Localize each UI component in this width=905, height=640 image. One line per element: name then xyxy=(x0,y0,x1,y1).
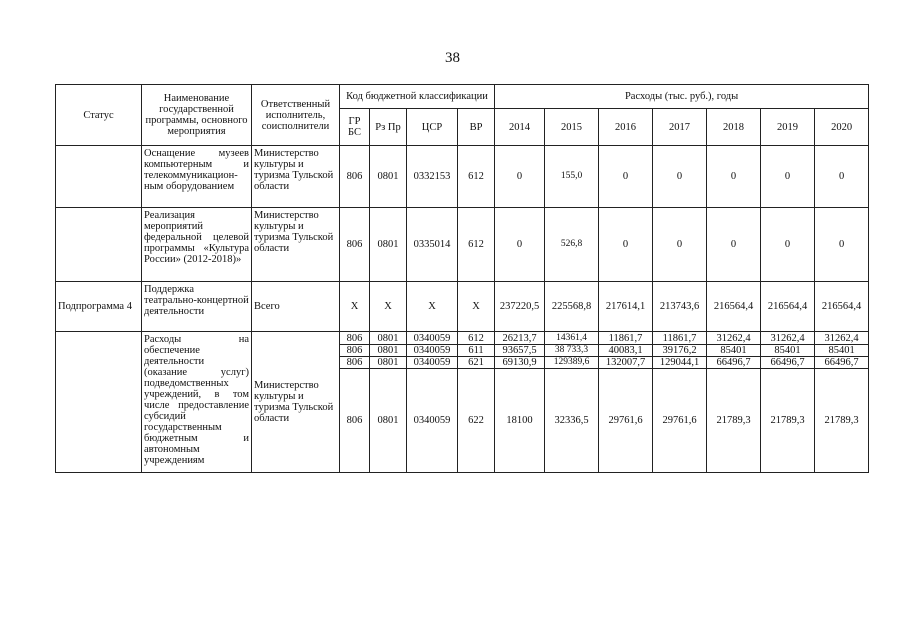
row-value: 31262,4 xyxy=(761,332,815,345)
header-year: 2020 xyxy=(815,109,869,146)
row-value: 132007,7 xyxy=(599,357,653,369)
row-value: 216564,4 xyxy=(707,282,761,332)
table-row xyxy=(56,146,869,208)
header-program-name: Наименование государственной программы, основного мероприятия xyxy=(142,85,252,146)
row-value: 66496,7 xyxy=(815,357,869,369)
row-rzpr: 0801 xyxy=(370,146,407,208)
row-csr: 0340059 xyxy=(407,332,458,345)
row-csr: 0340059 xyxy=(407,369,458,473)
row-value: 26213,7 xyxy=(495,332,545,345)
row-name: Поддержка театрально-концертной деятельности xyxy=(142,282,252,332)
row-value: 0 xyxy=(653,146,707,208)
row-value: 0 xyxy=(599,208,653,282)
row-value: 526,8 xyxy=(545,208,599,282)
row-value: 32336,5 xyxy=(545,369,599,473)
row-value: 0 xyxy=(707,146,761,208)
row-csr: X xyxy=(407,282,458,332)
row-rzpr: 0801 xyxy=(370,369,407,473)
group-name: Расходы на обеспечение деятельности (оказание услуг) подведомственных учреждений, в том числе предоставление субсидий государственным бюджетным и автономным учреждениям xyxy=(142,332,252,473)
row-csr: 0335014 xyxy=(407,208,458,282)
row-rzpr: 0801 xyxy=(370,345,407,357)
row-rzpr: 0801 xyxy=(370,357,407,369)
row-value: 66496,7 xyxy=(761,357,815,369)
row-value: 38 733,3 xyxy=(545,345,599,357)
row-value: 93657,5 xyxy=(495,345,545,357)
row-grbs: 806 xyxy=(340,332,370,345)
row-value: 213743,6 xyxy=(653,282,707,332)
row-value: 31262,4 xyxy=(707,332,761,345)
header-year: 2019 xyxy=(761,109,815,146)
row-value: 40083,1 xyxy=(599,345,653,357)
header-rzpr: Рз Пр xyxy=(370,109,407,146)
row-value: 155,0 xyxy=(545,146,599,208)
row-grbs: 806 xyxy=(340,357,370,369)
group-executor: Министерство культуры и туризма Тульской области xyxy=(252,332,340,473)
row-vr: 611 xyxy=(458,345,495,357)
row-value: 39176,2 xyxy=(653,345,707,357)
row-status xyxy=(56,208,142,282)
row-value: 69130,9 xyxy=(495,357,545,369)
row-rzpr: 0801 xyxy=(370,332,407,345)
header-year: 2018 xyxy=(707,109,761,146)
budget-table xyxy=(55,84,869,473)
row-value: 0 xyxy=(495,208,545,282)
row-value: 0 xyxy=(653,208,707,282)
row-value: 216564,4 xyxy=(815,282,869,332)
row-value: 66496,7 xyxy=(707,357,761,369)
row-value: 85401 xyxy=(707,345,761,357)
header-status: Статус xyxy=(56,85,142,146)
row-value: 0 xyxy=(815,208,869,282)
table-row xyxy=(56,282,869,332)
row-value: 0 xyxy=(495,146,545,208)
row-value: 0 xyxy=(707,208,761,282)
header-year: 2015 xyxy=(545,109,599,146)
row-csr: 0340059 xyxy=(407,357,458,369)
row-value: 11861,7 xyxy=(653,332,707,345)
row-vr: 612 xyxy=(458,332,495,345)
row-name: Оснащение музеев компьютерным и телекоммуникацион-ным оборудованием xyxy=(142,146,252,208)
row-value: 85401 xyxy=(761,345,815,357)
header-year: 2014 xyxy=(495,109,545,146)
row-value: 0 xyxy=(815,146,869,208)
row-vr: 612 xyxy=(458,146,495,208)
row-executor: Министерство культуры и туризма Тульской области xyxy=(252,146,340,208)
table-row xyxy=(56,208,869,282)
row-vr: 612 xyxy=(458,208,495,282)
row-rzpr: X xyxy=(370,282,407,332)
row-status: Подпрограмма 4 xyxy=(56,282,142,332)
row-grbs: 806 xyxy=(340,369,370,473)
header-executor: Ответственный исполнитель, соисполнители xyxy=(252,85,340,146)
row-value: 0 xyxy=(761,208,815,282)
row-vr: 622 xyxy=(458,369,495,473)
row-name: Реализация мероприятий федеральной целевой программы «Культура России» (2012-2018)» xyxy=(142,208,252,282)
group-status xyxy=(56,332,142,473)
row-value: 217614,1 xyxy=(599,282,653,332)
header-csr: ЦСР xyxy=(407,109,458,146)
header-expenses: Расходы (тыс. руб.), годы xyxy=(495,85,869,109)
row-value: 11861,7 xyxy=(599,332,653,345)
header-year: 2017 xyxy=(653,109,707,146)
page-number: 38 xyxy=(445,50,460,66)
row-value: 237220,5 xyxy=(495,282,545,332)
row-value: 31262,4 xyxy=(815,332,869,345)
row-value: 129044,1 xyxy=(653,357,707,369)
row-executor: Всего xyxy=(252,282,340,332)
row-vr: 621 xyxy=(458,357,495,369)
row-value: 225568,8 xyxy=(545,282,599,332)
row-value: 21789,3 xyxy=(761,369,815,473)
header-year: 2016 xyxy=(599,109,653,146)
row-value: 216564,4 xyxy=(761,282,815,332)
row-grbs: 806 xyxy=(340,146,370,208)
header-budget-code: Код бюджетной классификации xyxy=(340,85,495,109)
row-rzpr: 0801 xyxy=(370,208,407,282)
row-csr: 0340059 xyxy=(407,345,458,357)
row-value: 0 xyxy=(599,146,653,208)
row-value: 14361,4 xyxy=(545,332,599,345)
header-vr: ВР xyxy=(458,109,495,146)
row-value: 85401 xyxy=(815,345,869,357)
row-grbs: 806 xyxy=(340,208,370,282)
row-value: 29761,6 xyxy=(599,369,653,473)
row-executor: Министерство культуры и туризма Тульской области xyxy=(252,208,340,282)
row-grbs: X xyxy=(340,282,370,332)
table-row xyxy=(56,332,869,345)
header-row-1 xyxy=(56,85,869,109)
row-grbs: 806 xyxy=(340,345,370,357)
row-value: 21789,3 xyxy=(707,369,761,473)
header-grbs: ГР БС xyxy=(340,109,370,146)
row-value: 29761,6 xyxy=(653,369,707,473)
row-value: 129389,6 xyxy=(545,357,599,369)
row-value: 18100 xyxy=(495,369,545,473)
row-csr: 0332153 xyxy=(407,146,458,208)
row-vr: X xyxy=(458,282,495,332)
row-value: 21789,3 xyxy=(815,369,869,473)
row-value: 0 xyxy=(761,146,815,208)
row-status xyxy=(56,146,142,208)
